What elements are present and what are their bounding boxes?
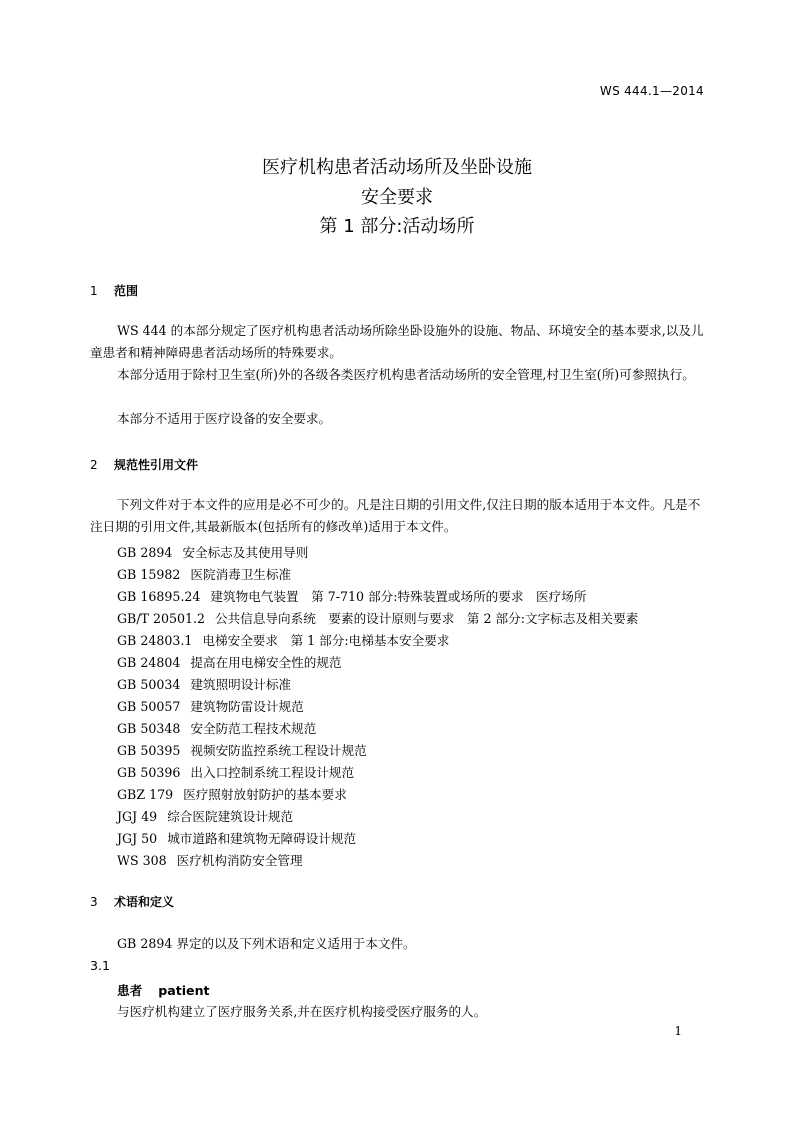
reference-code: GBZ 179 — [117, 787, 174, 802]
reference-item — [117, 806, 293, 825]
section-2-heading — [90, 456, 198, 473]
reference-title: 公共信息导向系统 要素的设计原则与要求 第 2 部分:文字标志及相关要素 — [215, 611, 639, 626]
section-number: 3 — [90, 895, 98, 909]
doc-title-line1: 医疗机构患者活动场所及坐卧设施 — [262, 157, 532, 178]
term-number: 3.1 — [90, 958, 111, 973]
reference-code: GB 24803.1 — [117, 633, 193, 648]
reference-item — [117, 652, 342, 671]
reference-title: 医院消毒卫生标准 — [190, 567, 292, 582]
section-3-heading — [90, 893, 174, 910]
reference-code: GB 2894 — [117, 545, 173, 560]
reference-item — [117, 674, 291, 693]
reference-title: 安全标志及其使用导则 — [182, 545, 309, 560]
reference-code: GB 50348 — [117, 721, 181, 736]
reference-code: GB 50034 — [117, 677, 181, 692]
section-number: 1 — [90, 284, 98, 298]
reference-title: 提高在用电梯安全性的规范 — [190, 655, 342, 670]
section-number: 2 — [90, 458, 98, 472]
reference-item — [117, 850, 303, 869]
reference-item — [117, 630, 449, 649]
reference-title: 城市道路和建筑物无障碍设计规范 — [167, 831, 357, 846]
reference-item — [117, 696, 304, 715]
reference-item — [117, 762, 354, 781]
reference-code: GB 50057 — [117, 699, 181, 714]
doc-title-line2: 安全要求 — [361, 187, 433, 208]
reference-code: WS 308 — [117, 853, 167, 868]
reference-item — [117, 608, 638, 627]
reference-item — [117, 784, 347, 803]
reference-code: GB/T 20501.2 — [117, 611, 206, 626]
reference-title: 出入口控制系统工程设计规范 — [190, 765, 355, 780]
reference-code: GB 50395 — [117, 743, 181, 758]
section-title: 范围 — [114, 284, 139, 298]
term-heading — [117, 980, 210, 999]
reference-item — [117, 718, 316, 737]
reference-item — [117, 564, 291, 583]
section-title: 术语和定义 — [114, 895, 175, 909]
reference-item — [117, 828, 356, 847]
reference-title: 安全防范工程技术规范 — [190, 721, 317, 736]
reference-title: 建筑照明设计标准 — [190, 677, 292, 692]
section-title: 规范性引用文件 — [114, 458, 199, 472]
reference-item — [117, 542, 308, 561]
terms-intro: GB 2894 界定的以及下列术语和定义适用于本文件。 — [117, 936, 416, 951]
scope-paragraph-3: 本部分不适用于医疗设备的安全要求。 — [117, 411, 332, 426]
page-number: 1 — [674, 1024, 682, 1038]
reference-code: GB 15982 — [117, 567, 181, 582]
reference-code: GB 24804 — [117, 655, 181, 670]
reference-title: 医疗机构消防安全管理 — [176, 853, 303, 868]
reference-code: JGJ 49 — [117, 809, 158, 824]
references-intro: 下列文件对于本文件的应用是必不可少的。凡是注日期的引用文件,仅注日期的版本适用于本文件。凡是不注日期的引用文件,其最新版本(包括所有的修改单)适用于本文件。 — [90, 497, 701, 534]
scope-paragraph-1: WS 444 的本部分规定了医疗机构患者活动场所除坐卧设施外的设施、物品、环境安全的基本要求,以及儿童患者和精神障碍患者活动场所的特殊要求。 — [90, 323, 704, 360]
term-definition: 与医疗机构建立了医疗服务关系,并在医疗机构接受医疗服务的人。 — [117, 1004, 487, 1019]
term-chinese: 患者 — [117, 983, 143, 998]
term-english: patient — [158, 983, 210, 998]
reference-title: 建筑物电气装置 第 7-710 部分:特殊装置或场所的要求 医疗场所 — [210, 589, 587, 604]
doc-title-line3: 第 1 部分:活动场所 — [319, 216, 475, 237]
reference-code: JGJ 50 — [117, 831, 158, 846]
reference-item — [117, 740, 367, 759]
reference-title: 综合医院建筑设计规范 — [167, 809, 294, 824]
standard-code: WS 444.1—2014 — [599, 84, 704, 98]
reference-title: 医疗照射放射防护的基本要求 — [183, 787, 347, 802]
reference-code: GB 16895.24 — [117, 589, 201, 604]
section-1-heading — [90, 282, 138, 299]
scope-paragraph-2: 本部分适用于除村卫生室(所)外的各级各类医疗机构患者活动场所的安全管理,村卫生室(所)可参照执行。 — [117, 367, 695, 382]
reference-title: 电梯安全要求 第 1 部分:电梯基本安全要求 — [202, 633, 450, 648]
reference-title: 视频安防监控系统工程设计规范 — [190, 743, 367, 758]
reference-title: 建筑物防雷设计规范 — [190, 699, 304, 714]
reference-item — [117, 586, 586, 605]
reference-code: GB 50396 — [117, 765, 181, 780]
